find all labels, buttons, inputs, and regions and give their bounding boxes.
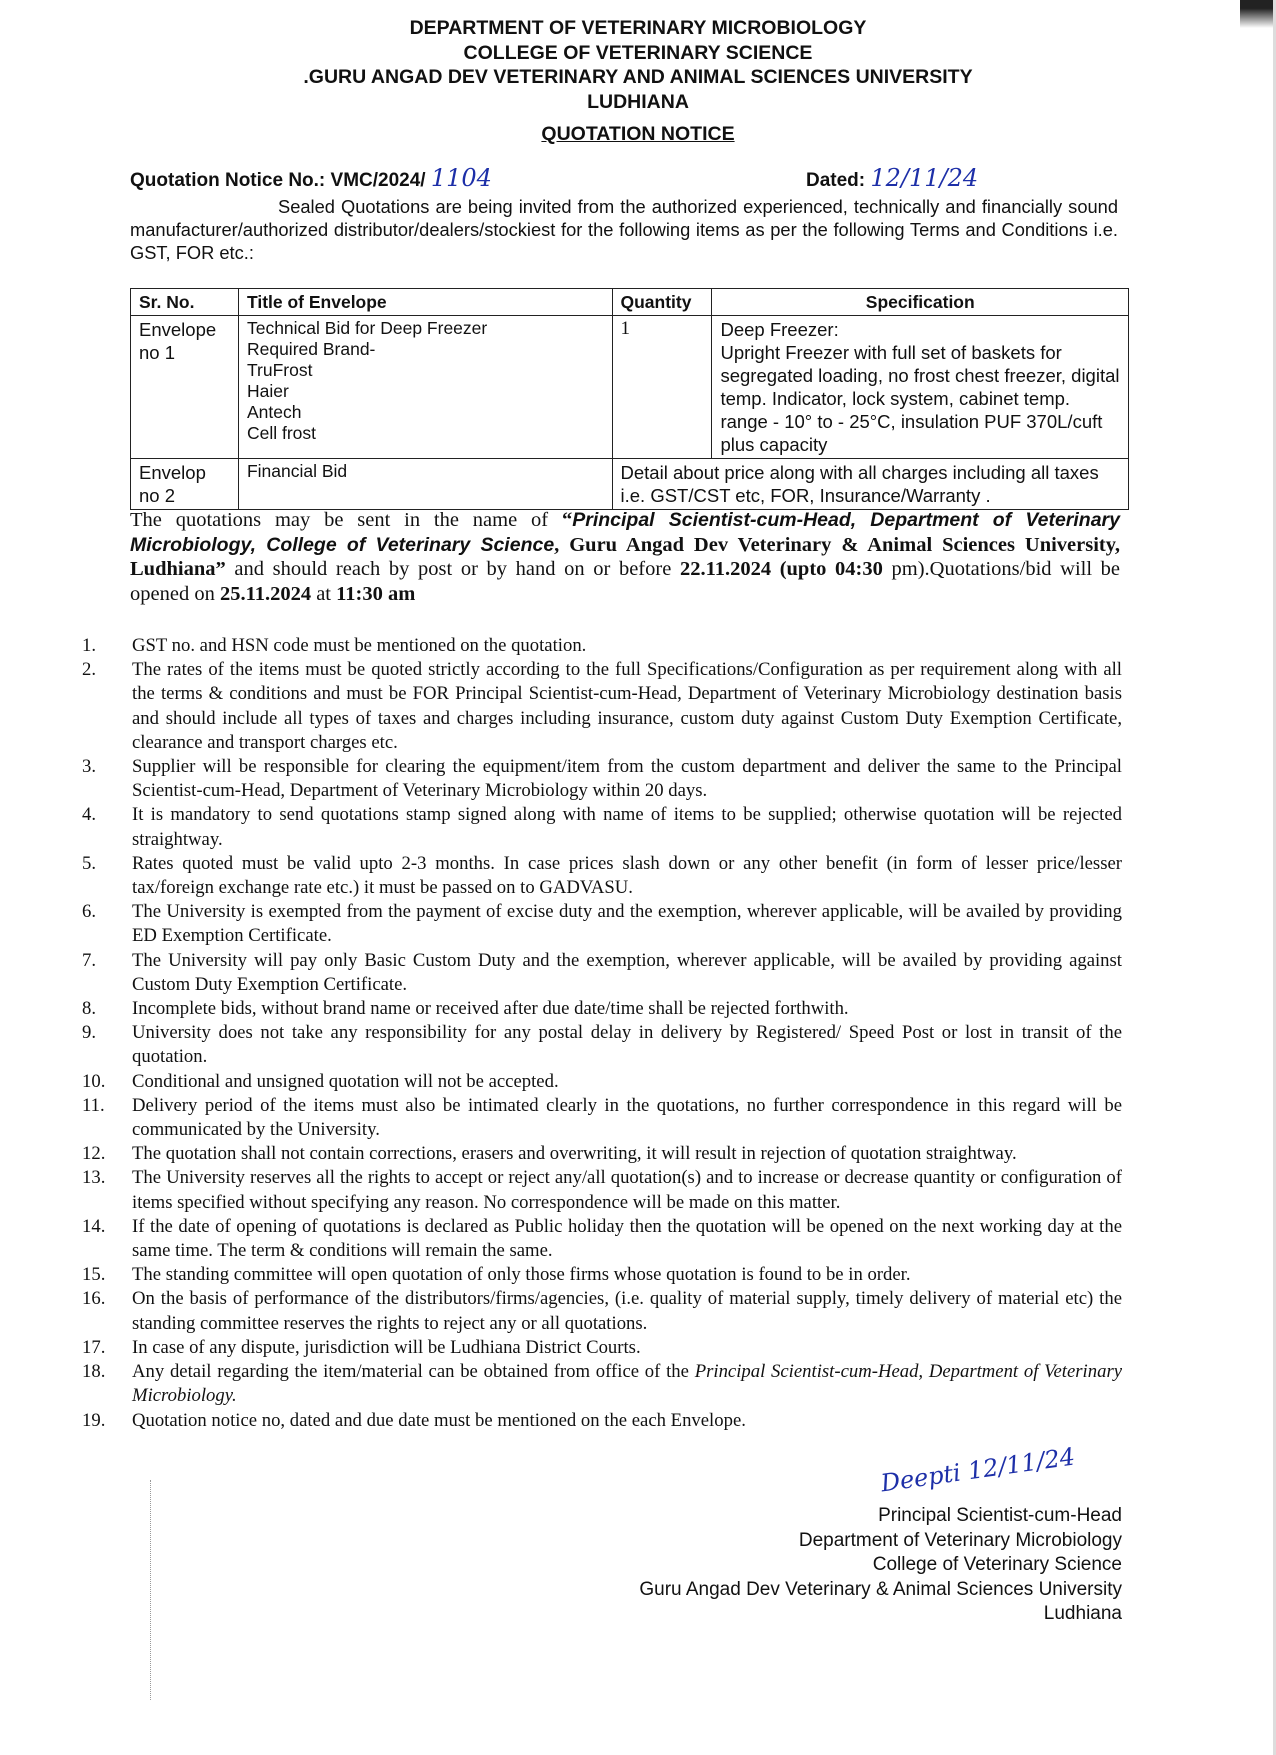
list-item-number: 1. (82, 635, 97, 656)
notice-number-label: Quotation Notice No.: VMC/2024/ (130, 170, 426, 191)
list-item-number: 4. (82, 804, 97, 826)
list-item-number: 11. (82, 1094, 105, 1116)
list-item-text: Rates quoted must be valid upto 2-3 months. In case prices slash down or any other benefit (in form of lesser price/lesser tax/foreign exchange rate etc.) it must be passed on to GADVASU. (132, 852, 1122, 899)
items-table (130, 288, 1129, 510)
margin-marks (150, 1480, 153, 1700)
title-line: Required Brand- (246, 339, 376, 359)
list-item (82, 1215, 1122, 1263)
list-item (82, 997, 1122, 1021)
list-item-number: 10. (82, 1070, 106, 1092)
title-line: Cell frost (246, 423, 317, 443)
table-header-row (131, 289, 1129, 316)
list-item-text: On the basis of performance of the distributors/firms/agencies, (i.e. quality of material supply, timely delivery of material etc) the standing committee reserves the rights to reject any or all quotations. (132, 1288, 1122, 1334)
list-item-number: 7. (82, 949, 97, 971)
title-line: TruFrost (246, 360, 313, 380)
envelope-1-quantity: 1 (612, 316, 712, 459)
list-item (82, 634, 1122, 658)
list-item-text: If the date of opening of quotations is declared as Public holiday then the quotation will be opened on the next working day at the same time. The term & conditions will remain the same. (132, 1215, 1122, 1262)
dated-handwritten: 12/11/24 (870, 164, 979, 192)
list-item-number: 12. (82, 1143, 106, 1165)
table-row (131, 316, 1129, 459)
list-item-number: 13. (82, 1167, 106, 1189)
department-name: DEPARTMENT OF VETERINARY MICROBIOLOGY (409, 17, 867, 39)
list-item-text: Incomplete bids, without brand name or received after due date/time shall be rejected forthwith. (132, 998, 849, 1020)
title-line: Antech (246, 402, 302, 422)
signatory-title: Principal Scientist-cum-Head (878, 1505, 1122, 1526)
city-name: LUDHIANA (587, 90, 689, 113)
list-item (82, 1287, 1122, 1335)
list-item-number: 6. (82, 901, 97, 923)
header-quantity: Quantity (612, 289, 712, 316)
list-item-text: Delivery period of the items must also be intimated clearly in the quotations, no further correspondence in this regard will be communicated by the University. (132, 1094, 1122, 1141)
envelope-1-title (238, 316, 612, 459)
list-item (82, 755, 1122, 803)
list-item (82, 852, 1122, 900)
addressee-university: , Guru Angad Dev Veterinary & Animal Sciences University, Ludhiana” (130, 533, 1120, 580)
list-item-number: 15. (82, 1264, 106, 1286)
notice-number-handwritten: 1104 (430, 164, 492, 192)
list-item (82, 949, 1122, 997)
list-item (82, 1166, 1122, 1214)
list-item-text: The University is exempted from the payment of excise duty and the exemption, wherever applicable, will be availed by providing ED Exemption Certificate. (132, 901, 1122, 947)
submission-text: at (311, 582, 337, 605)
list-item-number: 14. (82, 1215, 106, 1237)
list-item-text: Quotation notice no, dated and due date must be mentioned on the each Envelope. (132, 1409, 746, 1431)
signatory-city: Ludhiana (1043, 1603, 1122, 1624)
handwritten-signature: Deepti 12/11/24 (879, 1442, 1077, 1498)
list-item (82, 1360, 1122, 1408)
university-name: .GURU ANGAD DEV VETERINARY AND ANIMAL SCIENCES UNIVERSITY (303, 66, 973, 88)
list-item-text: In case of any dispute, jurisdiction will be Ludhiana District Courts. (132, 1336, 641, 1358)
intro-paragraph: Sealed Quotations are being invited from the authorized experienced, technically and financially sound manufacturer/authorized distributor/dealers/stockiest for the following items as per the following Terms and Conditions i.e. GST, FOR etc.: (130, 196, 1118, 263)
submission-paragraph (130, 508, 1120, 606)
list-item-text: The rates of the items must be quoted strictly according to the full Specifications/Configuration as per requirement along with all the terms & conditions and must be FOR Principal Scientist-cum-Head, Department of Veterinary Microbiology destination basis and should include all types of taxes and charges including insurance, custom duty against Custom Duty Exemption Certificate, clearance and transport charges etc. (132, 659, 1122, 753)
list-item-number: 17. (82, 1336, 106, 1358)
list-item (82, 658, 1122, 755)
header-sr-no: Sr. No. (131, 289, 239, 316)
list-item (82, 1409, 1122, 1433)
table-row (131, 459, 1129, 510)
list-item (82, 1142, 1122, 1166)
title-line: Technical Bid for Deep Freezer (246, 318, 488, 338)
list-item (82, 1070, 1122, 1094)
notice-title: QUOTATION NOTICE (541, 123, 735, 145)
list-item (82, 900, 1122, 948)
college-name: COLLEGE OF VETERINARY SCIENCE (463, 41, 813, 64)
list-item-text: Any detail regarding the item/material can be obtained from office of the (132, 1361, 695, 1383)
signatory-college: College of Veterinary Science (872, 1554, 1122, 1575)
list-item-text: Conditional and unsigned quotation will not be accepted. (132, 1070, 559, 1092)
quote-mark: “ (561, 509, 573, 531)
addressee-name: Principal Scientist-cum-Head, Department of Veterinary Microbiology, College of Veterinary Science (130, 509, 1120, 556)
list-item-number: 3. (82, 756, 97, 778)
list-item-italic-text: Principal Scientist-cum-Head, Department of Veterinary Microbiology. (132, 1361, 1123, 1407)
title-line: Haier (246, 381, 289, 401)
opening-time: 11:30 am (336, 582, 416, 605)
list-item (82, 1336, 1122, 1360)
list-item-text: The University will pay only Basic Custom Duty and the exemption, wherever applicable, will be availed by providing against Custom Duty Exemption Certificate. (132, 949, 1122, 995)
list-item-number: 9. (82, 1022, 97, 1044)
envelope-2-label: Envelop no 2 (131, 459, 239, 510)
signatory-university: Guru Angad Dev Veterinary & Animal Sciences University (639, 1578, 1122, 1600)
envelope-1-label: Envelope no 1 (131, 316, 239, 459)
terms-list (82, 634, 1122, 1433)
list-item-text: The University reserves all the rights to accept or reject any/all quotation(s) and to increase or decrease quantity or configuration of items specified without specifying any reason. No correspondence will be made on this matter. (132, 1167, 1122, 1213)
spec-heading: Deep Freezer: (720, 319, 839, 340)
opening-date: 25.11.2024 (219, 582, 312, 605)
submission-text: and should reach by post or by hand on or before (225, 558, 680, 580)
list-item-text: The standing committee will open quotation of only those firms whose quotation is found to be in order. (132, 1264, 911, 1286)
signatory-department: Department of Veterinary Microbiology (798, 1529, 1122, 1551)
list-item-number: 18. (82, 1361, 106, 1383)
submission-text: The quotations may be sent in the name of (130, 509, 562, 531)
list-item (82, 1094, 1122, 1142)
list-item-number: 5. (82, 852, 97, 874)
list-item-number: 16. (82, 1288, 106, 1310)
letterhead (0, 16, 1276, 147)
submission-text: pm).Quotations/bid will be opened on (130, 558, 1121, 605)
list-item-number: 19. (82, 1409, 106, 1431)
envelope-2-title: Financial Bid (238, 459, 612, 510)
list-item-text: The quotation shall not contain corrections, erasers and overwriting, it will result in rejection of quotation straightway. (132, 1143, 1017, 1165)
signature-block (560, 1504, 1122, 1627)
list-item-number: 8. (82, 998, 97, 1020)
list-item-number: 2. (82, 659, 97, 681)
header-specification: Specification (712, 289, 1129, 316)
reference-line (130, 164, 1120, 192)
envelope-2-detail: Detail about price along with all charges including all taxes i.e. GST/CST etc, FOR, Insurance/Warranty . (612, 459, 1129, 510)
due-date: 22.11.2024 (upto 04:30 (679, 558, 883, 580)
list-item-text: Supplier will be responsible for clearing the equipment/item from the custom department and deliver the same to the Principal Scientist-cum-Head, Department of Veterinary Microbiology within 20 days. (132, 756, 1122, 802)
spec-text: Upright Freezer with full set of baskets for segregated loading, no frost chest freezer, digital temp. Indicator, lock system, cabinet temp. range - 10° to - 25°C, insulation PUF 370L/cuft plus capacity (720, 342, 1120, 455)
list-item (82, 1021, 1122, 1069)
list-item (82, 1263, 1122, 1287)
list-item (82, 803, 1122, 851)
header-title: Title of Envelope (238, 289, 612, 316)
list-item-text: It is mandatory to send quotations stamp signed along with name of items to be supplied; otherwise quotation will be rejected straightway. (132, 804, 1122, 850)
list-item-text: GST no. and HSN code must be mentioned on the quotation. (132, 635, 587, 656)
dated-block (806, 164, 978, 192)
dated-label: Dated: (806, 170, 866, 191)
envelope-1-specification (712, 316, 1129, 459)
list-item-text: University does not take any responsibility for any postal delay in delivery by Registered/ Speed Post or lost in transit of the quotation. (132, 1022, 1122, 1068)
